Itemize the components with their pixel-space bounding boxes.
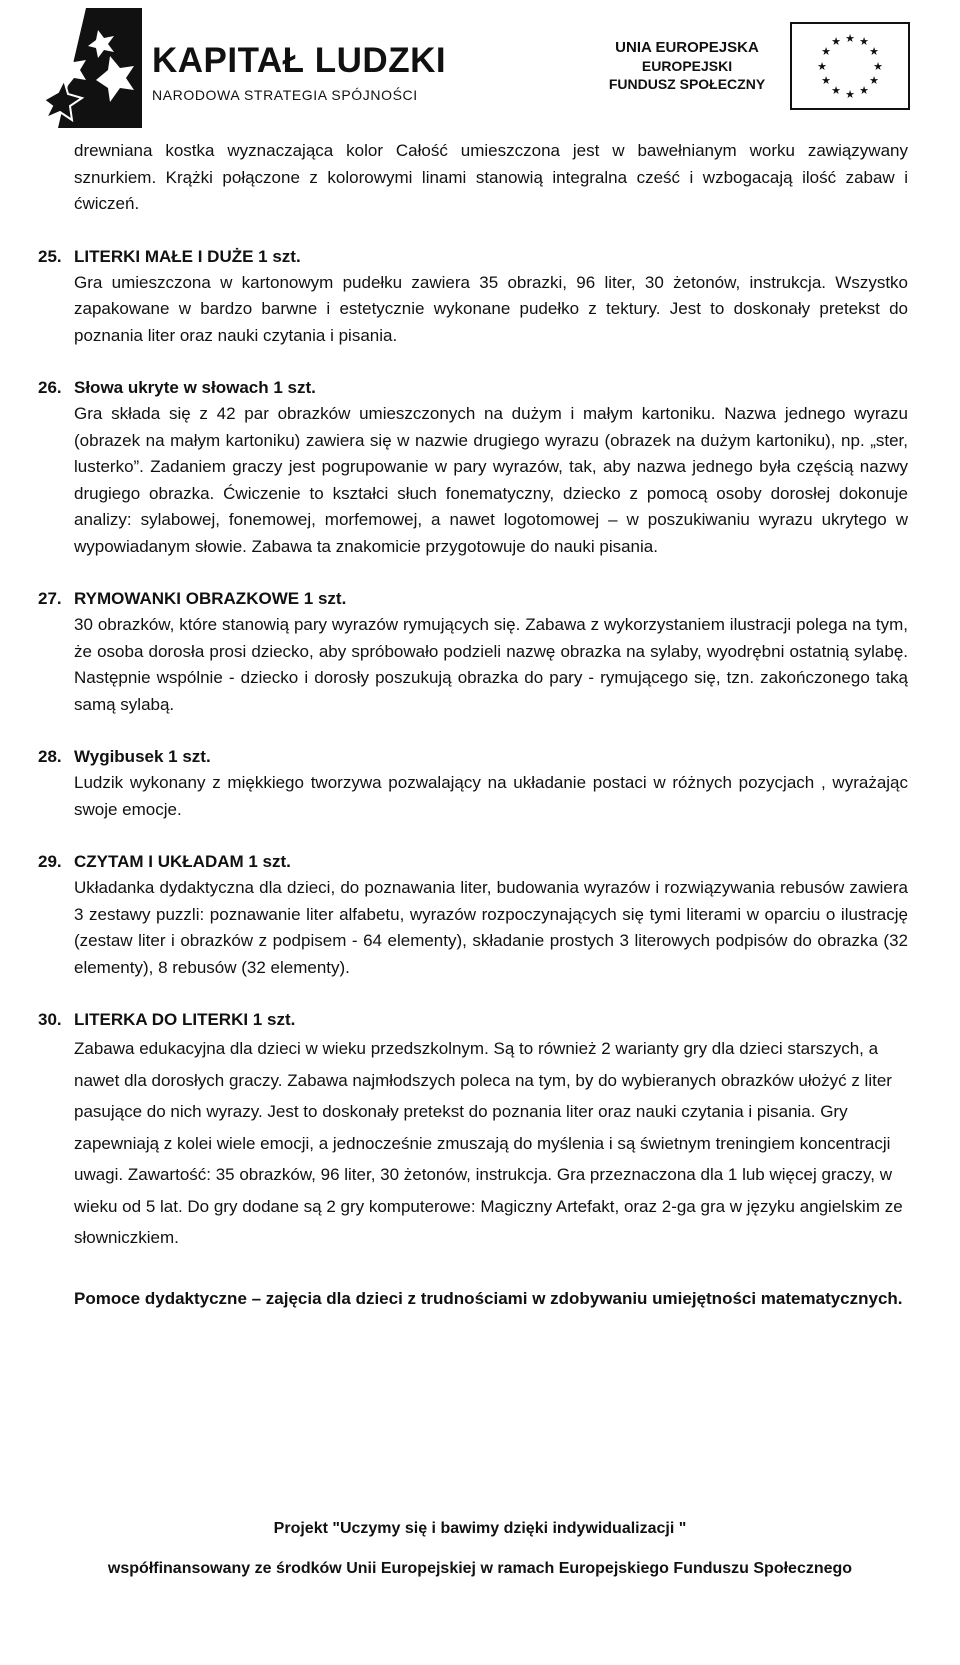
item-description: 30 obrazków, które stanowią pary wyrazów rymujących się. Zabawa z wykorzystaniem ilustracji polega na tym, że osoba dorosła prosi dziecko, aby spróbowało podzieli nazwę obrazka na sylaby, wyodrębni ostatnią sylabę. Następnie wspólnie - dziecko i dorosły poszukują obrazka do pary - rymującego się, tzn. zakończonego taką samą sylabą. xyxy=(74,615,908,714)
svg-text:★: ★ xyxy=(831,35,841,48)
document-body xyxy=(38,138,908,1331)
item-description: Gra umieszczona w kartonowym pudełku zawiera 35 obrazki, 96 liter, 30 żetonów, instrukcja. Wszystko zapakowane w bardzo barwne i estetycznie wykonane pudełko z tektury. Jest to doskonały pretekst do poznania liter oraz nauki czytania i pisania. xyxy=(74,272,908,345)
item-number: 30. xyxy=(38,1010,62,1029)
item-number: 27. xyxy=(38,589,62,608)
svg-text:★: ★ xyxy=(873,60,883,73)
item-heading xyxy=(38,1007,908,1033)
footer-funding-note: współfinansowany ze środków Unii Europejskiej w ramach Europejskiego Funduszu Społecznego xyxy=(107,1560,853,1577)
item-number: 25. xyxy=(38,246,62,266)
svg-text:★: ★ xyxy=(845,88,855,101)
kapital-ludzki-subtitle: NARODOWA STRATEGIA SPÓJNOŚCI xyxy=(152,87,418,103)
item-heading xyxy=(38,586,908,612)
item-title: RYMOWANKI OBRAZKOWE 1 szt. xyxy=(74,589,347,608)
item-title: CZYTAM I UKŁADAM 1 szt. xyxy=(74,852,291,871)
eu-line-1: UNIA EUROPEJSKA xyxy=(615,39,759,56)
item-heading xyxy=(38,375,908,401)
item-title: Słowa ukryte w słowach 1 szt. xyxy=(74,378,316,397)
kapital-ludzki-star-figures-icon xyxy=(36,4,146,132)
list-item xyxy=(38,1007,908,1254)
list-item xyxy=(38,849,908,981)
item-title: Wygibusek 1 szt. xyxy=(74,747,211,766)
eu-line-3: FUNDUSZ SPOŁECZNY xyxy=(608,76,766,92)
svg-text:★: ★ xyxy=(831,84,841,97)
item-description: Ludzik wykonany z miękkiego tworzywa pozwalający na układanie postaci w różnych pozycjach , wyrażając swoje emocje. xyxy=(74,773,908,819)
item-title: LITERKA DO LITERKI 1 szt. xyxy=(74,1010,296,1029)
page-header xyxy=(0,0,960,135)
svg-text:★: ★ xyxy=(845,32,855,45)
item-number: 28. xyxy=(38,747,62,766)
section-heading-math: Pomoce dydaktyczne – zajęcia dla dzieci z trudnościami w zdobywaniu umiejętności matematycznych. xyxy=(74,1288,903,1308)
intro-paragraph: drewniana kostka wyznaczająca kolor Całość umieszczona jest w bawełnianym worku zawiązywany sznurkiem. Krążki połączone z kolorowymi linami stanowią integralna cześć i wzbogacają ilość zabaw i ćwiczeń. xyxy=(74,141,908,213)
item-title: LITERKI MAŁE I DUŻE 1 szt. xyxy=(74,246,301,266)
svg-text:★: ★ xyxy=(859,84,869,97)
item-heading xyxy=(38,744,908,770)
kapital-ludzki-title: KAPITAŁ LUDZKI xyxy=(152,41,447,80)
svg-text:★: ★ xyxy=(869,74,879,87)
item-number: 26. xyxy=(38,378,62,397)
list-item xyxy=(38,744,908,823)
svg-text:★: ★ xyxy=(817,60,827,73)
item-number: 29. xyxy=(38,852,62,871)
item-description: Zabawa edukacyjna dla dzieci w wieku przedszkolnym. Są to również 2 warianty gry dla dzieci starszych, a nawet dla dorosłych graczy. Zabawa najmłodszych poleca na tym, by do wybieranych obrazków ułożyć z liter pasujące do nich wyrazy. Jest to doskonały pretekst do poznania liter oraz nauki czytania i pisania. Gry zapewniają z kolei wiele emocji, a jednocześnie zmuszają do myślenia i są świetnym treningiem koncentracji uwagi. Zawartość: 35 obrazków, 96 liter, 30 żetonów, instrukcja. Gra przeznaczona dla 1 lub więcej graczy, w wieku od 5 lat. Do gry dodane są 2 gry komputerowe: Magiczny Artefakt, oraz 2-ga gra w języku angielskim ze słowniczkiem. xyxy=(74,1039,903,1247)
svg-text:★: ★ xyxy=(869,45,879,58)
eu-logo-text xyxy=(598,38,776,93)
item-description: Gra składa się z 42 par obrazków umieszczonych na dużym i małym kartoniku. Nazwa jednego wyrazu (obrazek na małym kartoniku) zawiera się w nazwie drugiego wyrazu (obrazek na dużym kartoniku), np. „ster, lusterko”. Zadaniem graczy jest pogrupowanie w pary wyrazów, tak, aby nazwa jednego była częścią nazwy drugiego obrazka. Ćwiczenie to kształci słuch fonematyczny, dziecko z pomocą osoby dorosłej dokonuje analizy: sylabowej, fonemowej, morfemowej, a nawet logotomowej – w poszukiwaniu wyrazu ukrytego w wypowiadanym słowie. Zabawa ta znakomicie przygotowuje do nauki pisania. xyxy=(74,404,908,556)
svg-text:★: ★ xyxy=(821,45,831,58)
svg-text:★: ★ xyxy=(821,74,831,87)
item-heading xyxy=(38,849,908,875)
kapital-ludzki-logo-text xyxy=(152,42,446,104)
eu-line-2: EUROPEJSKI xyxy=(641,58,733,74)
list-item xyxy=(38,375,908,560)
eu-flag-stars-icon xyxy=(790,22,910,110)
list-item xyxy=(38,244,908,350)
item-description: Układanka dydaktyczna dla dzieci, do poznawania liter, budowania wyrazów i rozwiązywania rebusów zawiera 3 zestawy puzzli: poznawanie liter alfabetu, wyrazów rozpoczynających się tymi literami w oparciu o ilustrację (zestaw liter i obrazków z podpisem - 64 elementy), składanie prostych 3 literowych podpisów do obrazka (32 elementy), 8 rebusów (32 elementy). xyxy=(74,878,908,977)
list-item xyxy=(38,586,908,718)
item-heading xyxy=(38,244,908,270)
footer-project-title: Projekt "Uczymy się i bawimy dzięki indywidualizacji " xyxy=(273,1520,687,1537)
svg-text:★: ★ xyxy=(859,35,869,48)
